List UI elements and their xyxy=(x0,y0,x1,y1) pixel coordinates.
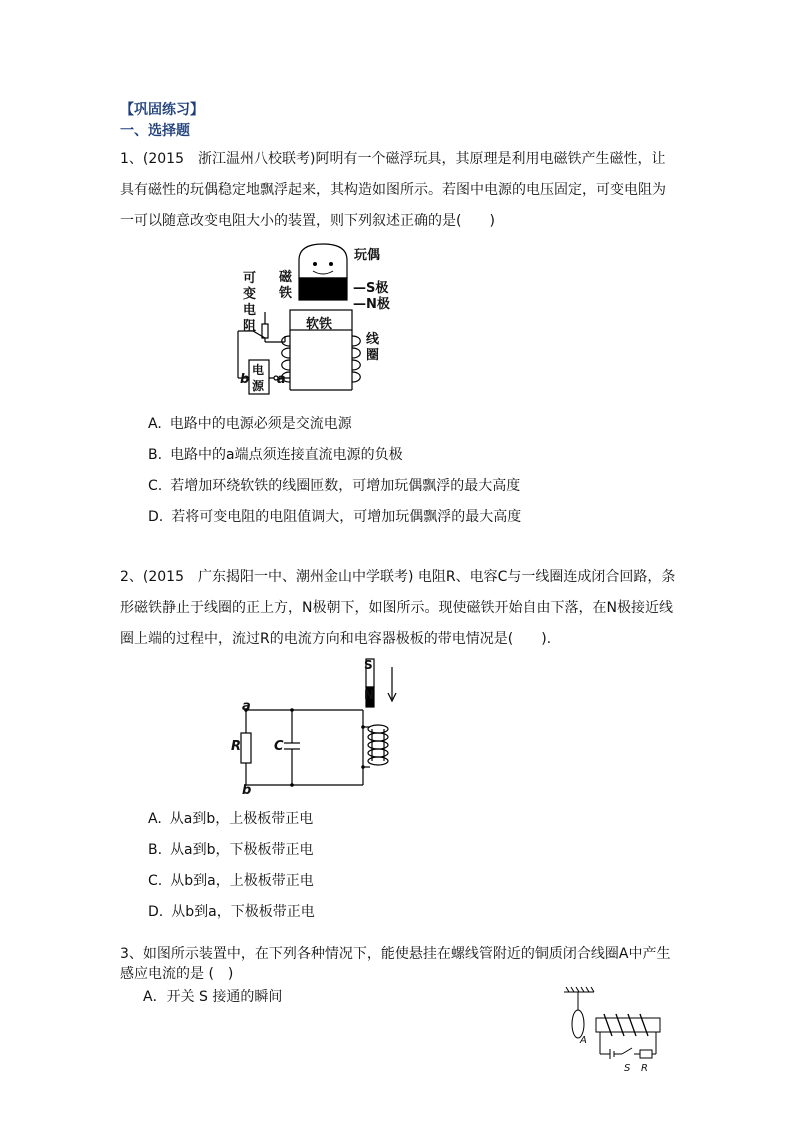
label-n-pole: —N极 xyxy=(353,297,390,312)
solenoid-figure xyxy=(560,986,670,1076)
label-b2: b xyxy=(242,783,252,798)
label-a2: a xyxy=(242,699,251,714)
section-title: 一、选择题 xyxy=(120,123,190,139)
q1-option-b[interactable]: B. 电路中的a端点须连接直流电源的负极 xyxy=(148,447,403,463)
q2-option-c[interactable]: C. 从b到a，上极板带正电 xyxy=(148,873,314,889)
label-soft-iron: 软铁 xyxy=(306,317,333,332)
variable-resistor xyxy=(262,324,268,338)
label-a: a xyxy=(277,372,286,387)
q3-option-a[interactable]: A．开关 S 接通的瞬间 xyxy=(143,989,283,1005)
question-3-text: 3、如图所示装置中，在下列各种情况下，能使悬挂在螺线管附近的铜质闭合线圈A中产生感应电流的是 ( ) xyxy=(120,946,671,982)
resistor-r xyxy=(241,733,251,763)
rc-coil-figure xyxy=(228,655,408,800)
label-switch-s: S xyxy=(624,1063,631,1074)
question-1-text: 1、(2015 浙江温州八校联考)阿明有一个磁浮玩具，其原理是利用电磁铁产生磁性，让具有磁性的玩偶稳定地飘浮起来，其构造如图所示。若图中电源的电压固定，可变电阻为一可以随意改变电阻大小的装置，则下列叙述正确的是( ) xyxy=(120,151,666,229)
label-power: 电 源 xyxy=(252,363,265,393)
magnet-block xyxy=(299,278,347,300)
q1-option-a[interactable]: A. 电路中的电源必须是交流电源 xyxy=(148,416,352,432)
label-loop-a: A xyxy=(580,1035,587,1046)
label-c: C xyxy=(274,739,284,754)
q2-option-d[interactable]: D. 从b到a，下极板带正电 xyxy=(148,904,315,920)
label-r: R xyxy=(231,739,242,754)
label-coil: 线 圈 xyxy=(366,332,380,363)
label-toy: 玩偶 xyxy=(354,248,381,263)
q2-option-a[interactable]: A. 从a到b，上极板带正电 xyxy=(148,811,314,827)
rheostat-r xyxy=(640,1050,652,1058)
q1-option-d[interactable]: D. 若将可变电阻的电阻值调大，可增加玩偶飘浮的最大高度 xyxy=(148,509,522,525)
coil xyxy=(368,757,388,765)
label-s: S xyxy=(364,658,373,672)
label-variable-resistor: 可 变 电 阻 xyxy=(243,271,257,334)
copper-loop xyxy=(572,1010,584,1038)
label-n: N xyxy=(364,688,375,702)
switch-s xyxy=(622,1048,632,1054)
label-rheostat-r: R xyxy=(641,1063,648,1074)
section-tag: 【巩固练习】 xyxy=(120,102,204,118)
q2-option-b[interactable]: B. 从a到b，下极板带正电 xyxy=(148,842,314,858)
doll-head xyxy=(299,244,347,278)
question-2-text: 2、(2015 广东揭阳一中、潮州金山中学联考) 电阻R、电容C与一线圈连成闭合回路，条形磁铁静止于线圈的正上方，N极朝下，如图所示。现使磁铁开始自由下落，在N极接近线圈上端的过程中，流过R的电流方向和电容器极板的带电情况是( ). xyxy=(120,569,676,647)
label-b: b xyxy=(240,372,250,387)
label-s-pole: —S极 xyxy=(353,281,389,296)
label-magnet: 磁 铁 xyxy=(279,270,293,301)
q1-option-c[interactable]: C. 若增加环绕软铁的线圈匝数，可增加玩偶飘浮的最大高度 xyxy=(148,478,521,494)
coil-loops-right xyxy=(352,336,360,382)
